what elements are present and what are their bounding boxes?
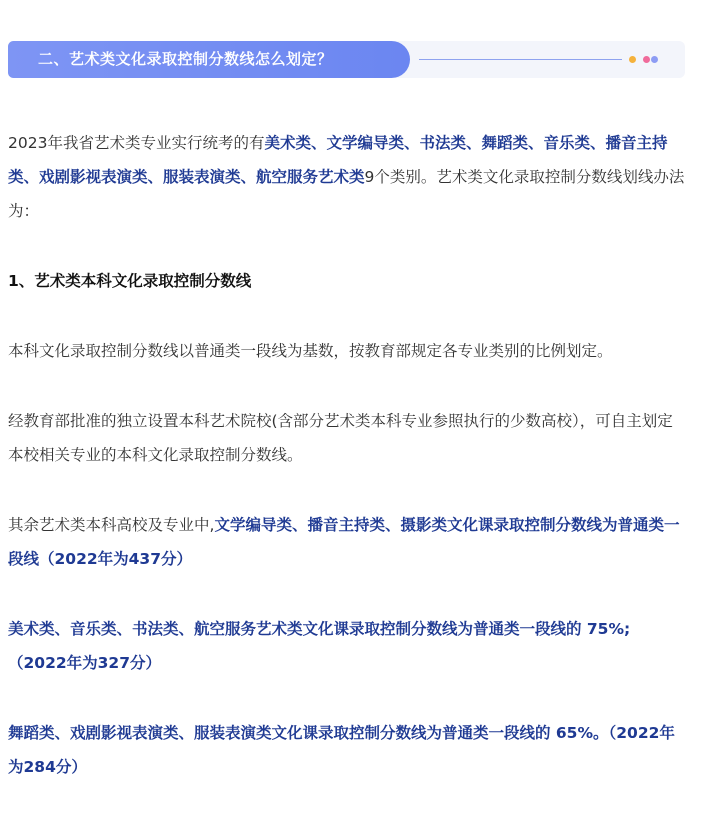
section-header	[8, 41, 685, 78]
paragraph-independent-schools: 经教育部批准的独立设置本科艺术院校(含部分艺术类本科专业参照执行的少数高校），可自主划定本校相关专业的本科文化录取控制分数线。	[8, 412, 673, 464]
paragraph-baseline-rule: 本科文化录取控制分数线以普通类一段线为基数，按教育部规定各专业类别的比例划定。	[8, 342, 613, 360]
header-divider-line	[419, 59, 622, 60]
other-schools-text: 其余艺术类本科高校及专业中,	[8, 516, 215, 534]
section1-heading: 1、艺术类本科文化录取控制分数线	[8, 272, 252, 290]
paragraph-dance-65: 舞蹈类、戏剧影视表演类、服装表演类文化课录取控制分数线为普通类一段线的 65%。（2022年为284分）	[8, 724, 675, 776]
intro-paragraph	[8, 126, 688, 228]
art-categories-highlight: 美术类、文学编导类、书法类、舞蹈类、音乐类、播音主持类、戏剧影视表演类、服装表演类、航空服务艺术类	[8, 134, 668, 186]
paragraph-fine-arts-75: 美术类、音乐类、书法类、航空服务艺术类文化课录取控制分数线为普通类一段线的 75%;（2022年为327分）	[8, 620, 631, 672]
article-body	[8, 126, 688, 784]
intro-text-end: 9个类别。艺术类文化录取控制分数线划线办法为：	[8, 168, 685, 220]
section-title: 二、艺术类文化录取控制分数线怎么划定？	[8, 41, 410, 78]
literature-broadcast-line-highlight: 文学编导类、播音主持类、摄影类文化课录取控制分数线为普通类一段线（2022年为437分）	[8, 516, 680, 568]
intro-text-start: 2023年我省艺术类专业实行统考的有	[8, 134, 265, 152]
pink-dot-icon	[643, 56, 650, 63]
paragraph-other-schools	[8, 508, 688, 576]
blue-dot-icon	[651, 56, 658, 63]
orange-dot-icon	[629, 56, 636, 63]
